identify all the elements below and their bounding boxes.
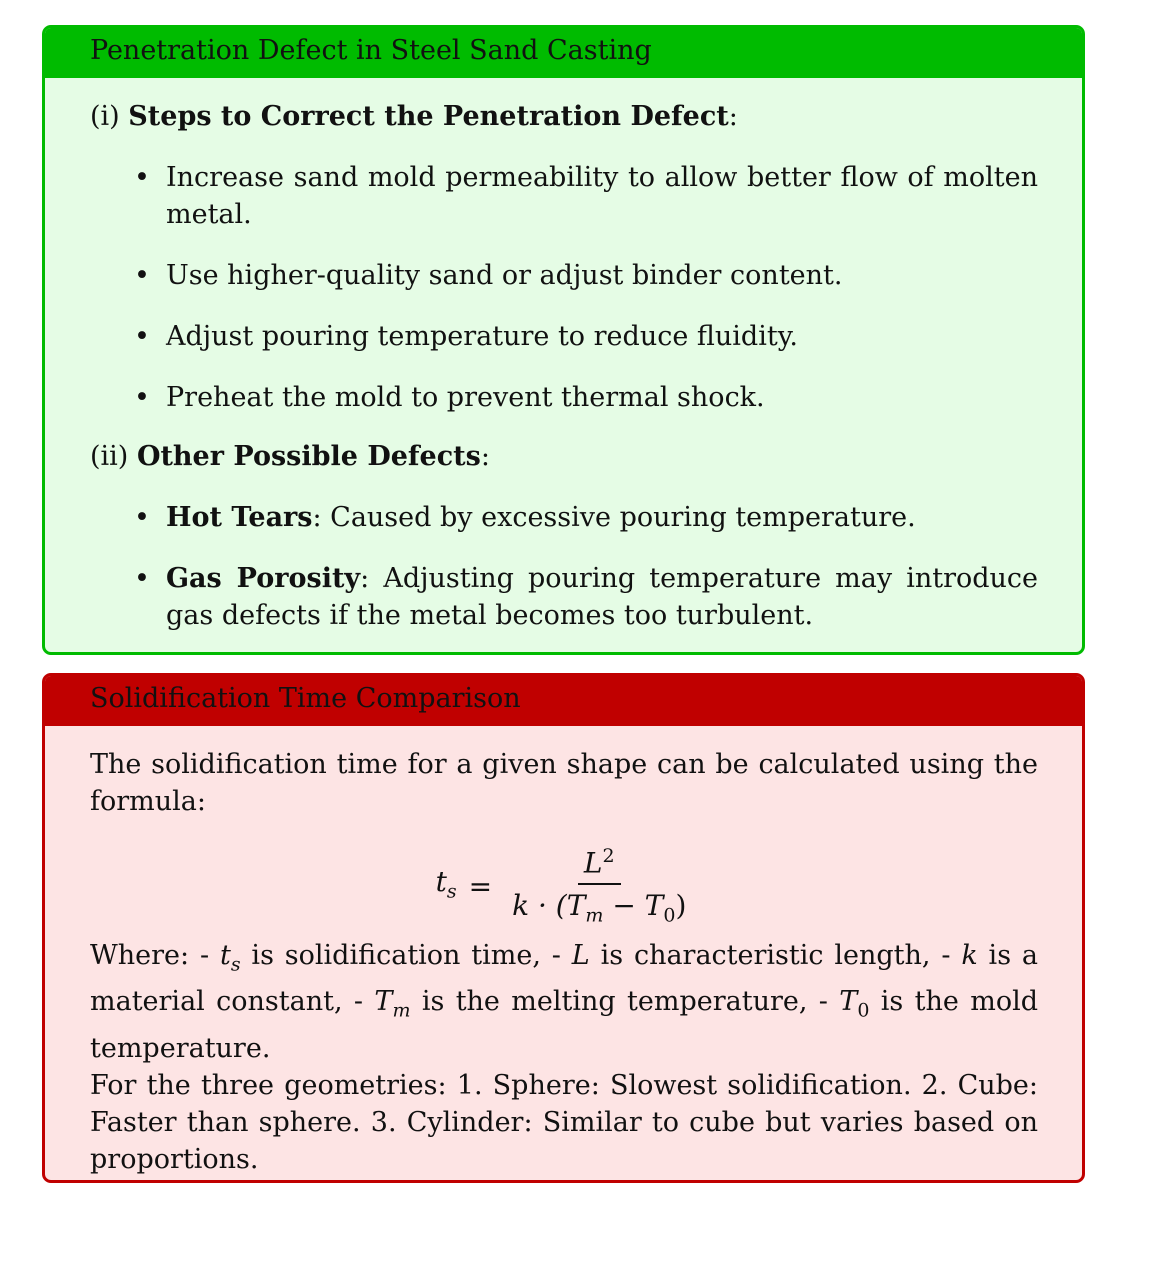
var-Tm-sub: m (392, 999, 411, 1022)
var-L: L (571, 939, 590, 971)
section-heading-defects (90, 438, 1038, 475)
eq-den-sub1: m (585, 904, 604, 927)
solidification-title: Solidification Time Comparison (45, 676, 1082, 726)
eq-den-mid: − T (603, 889, 664, 923)
eq-den-sub2: 0 (663, 904, 676, 927)
solidification-box (42, 673, 1085, 1183)
penetration-defect-body (45, 98, 1082, 634)
intro-text: The solidification time for a given shape can be calculated using the formula: (90, 749, 1038, 817)
eq-num-sup: 2 (602, 845, 615, 867)
solidification-equation (90, 838, 1038, 935)
where-part: is the mold temperature. (90, 986, 1038, 1064)
var-t-sub: s (230, 953, 241, 976)
var-t: t (219, 939, 231, 971)
var-k: k (961, 939, 978, 971)
defect-desc: : Caused by excessive pouring temperature. (312, 502, 916, 533)
var-Tm: T (374, 986, 393, 1018)
section-colon: : (480, 441, 490, 472)
eq-den-pre: k · (T (512, 889, 586, 923)
geometries-text: For the three geometries: 1. Sphere: Slowest solidification. 2. Cube: Faster than sphere. 3. Cylinder: Similar to cube but varies based on proportions. (90, 1069, 1038, 1175)
list-item: • Preheat the mold to prevent thermal shock. (90, 379, 1038, 416)
eq-denominator (506, 885, 692, 935)
where-part: is the melting temperature, - (410, 986, 840, 1018)
where-part: is solidification time, - (240, 939, 572, 971)
section-heading-steps (90, 98, 1038, 135)
eq-lhs-var: t (435, 864, 447, 898)
section-number: (ii) (90, 441, 129, 472)
list-item (90, 499, 1038, 536)
list-item: • Adjust pouring temperature to reduce fluidity. (90, 318, 1038, 355)
penetration-defect-box (42, 25, 1085, 655)
penetration-defect-title: Penetration Defect in Steel Sand Casting (45, 28, 1082, 78)
section-title: Other Possible Defects (136, 441, 481, 472)
eq-num-var: L (583, 846, 603, 880)
list-item: • Use higher-quality sand or adjust binder content. (90, 257, 1038, 294)
steps-list (90, 159, 1038, 416)
section-title: Steps to Correct the Penetration Defect (128, 101, 729, 132)
eq-numerator (578, 838, 621, 885)
eq-equals: = (468, 869, 493, 903)
where-part: is a material constant, - (90, 939, 1039, 1018)
var-T0: T (839, 986, 858, 1018)
eq-fraction (506, 838, 692, 935)
defect-desc: : Adjusting pouring temperature may introduce gas defects if the metal becomes too turbulent. (166, 563, 1039, 631)
section-number: (i) (90, 101, 120, 132)
where-part: is characteristic length, - (589, 939, 962, 971)
var-T0-sub: 0 (857, 999, 870, 1022)
section-colon: : (728, 101, 738, 132)
solidification-body (45, 726, 1082, 1178)
list-item: • Increase sand mold permeability to allow better flow of molten metal. (90, 159, 1038, 233)
eq-lhs-sub: s (446, 880, 457, 903)
defect-term: Gas Porosity (166, 563, 361, 594)
list-item (90, 560, 1038, 634)
eq-den-post: ) (675, 889, 687, 923)
where-part: Where: - (90, 939, 220, 971)
defect-term: Hot Tears (166, 502, 313, 533)
where-text (90, 937, 1038, 1067)
defects-list (90, 499, 1038, 634)
eq-lhs (436, 863, 457, 911)
